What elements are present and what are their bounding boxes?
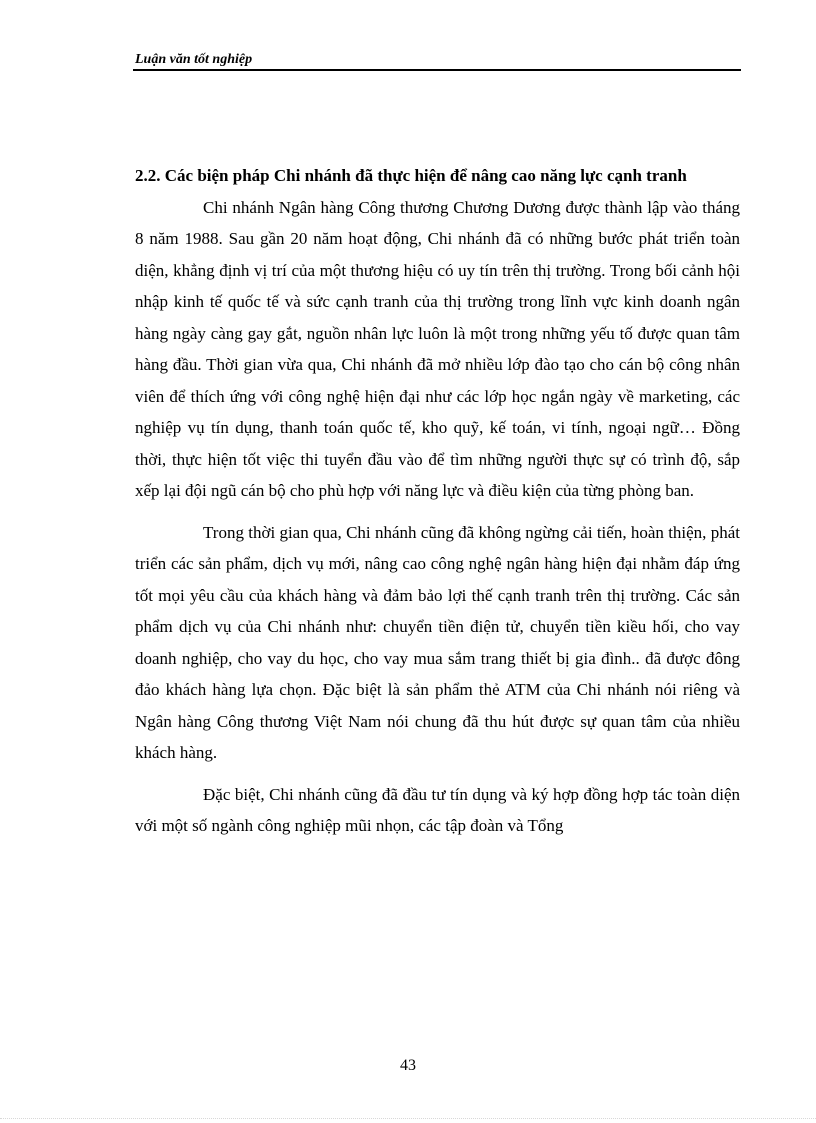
running-header [133, 49, 741, 71]
page-bottom-divider [0, 1118, 816, 1119]
header-title: Luận văn tốt nghiệp [135, 52, 253, 67]
paragraph-1: Chi nhánh Ngân hàng Công thương Chương Dương được thành lập vào tháng 8 năm 1988. Sau gần 20 năm hoạt động, Chi nhánh đã có những bước phát triển toàn diện, khẳng định vị trí của một thương hiệu có uy tín trên thị trường. Trong bối cảnh hội nhập kinh tế quốc tế và sức cạnh tranh của thị trường trong lĩnh vực kinh doanh ngân hàng ngày càng gay gắt, nguồn nhân lực luôn là một trong những yếu tố được quan tâm hàng đầu. Thời gian vừa qua, Chi nhánh đã mở nhiều lớp đào tạo cho cán bộ công nhân viên để thích ứng với công nghệ hiện đại như các lớp học ngắn ngày về marketing, các nghiệp vụ tín dụng, thanh toán quốc tế, kho quỹ, kế toán, vi tính, ngoại ngữ… Đồng thời, thực hiện tốt việc thi tuyển đầu vào để tìm những người thực sự có trình độ, sắp xếp lại đội ngũ cán bộ cho phù hợp với năng lực và điều kiện của từng phòng ban. [135, 197, 740, 500]
paragraph-3: Đặc biệt, Chi nhánh cũng đã đầu tư tín dụng và ký hợp đồng hợp tác toàn diện với một số ngành công nghiệp mũi nhọn, các tập đoàn và Tổng [135, 784, 740, 835]
section-heading: 2.2. Các biện pháp Chi nhánh đã thực hiện để nâng cao năng lực cạnh tranh [135, 166, 687, 185]
paragraph-2: Trong thời gian qua, Chi nhánh cũng đã không ngừng cải tiến, hoàn thiện, phát triển các sản phẩm, dịch vụ mới, nâng cao công nghệ ngân hàng hiện đại nhằm đáp ứng tốt mọi yêu cầu của khách hàng và đảm bảo lợi thế cạnh tranh trên thị trường. Các sản phẩm dịch vụ của Chi nhánh như: chuyển tiền điện tử, chuyển tiền kiều hối, cho vay doanh nghiệp, cho vay du học, cho vay mua sắm trang thiết bị gia đình.. đã được đông đảo khách hàng lựa chọn. Đặc biệt là sản phẩm thẻ ATM của Chi nhánh nói riêng và Ngân hàng Công thương Việt Nam nói chung đã thu hút được sự quan tâm của nhiều khách hàng. [135, 522, 740, 762]
document-body [135, 160, 740, 842]
page-number: 43 [400, 1057, 416, 1074]
